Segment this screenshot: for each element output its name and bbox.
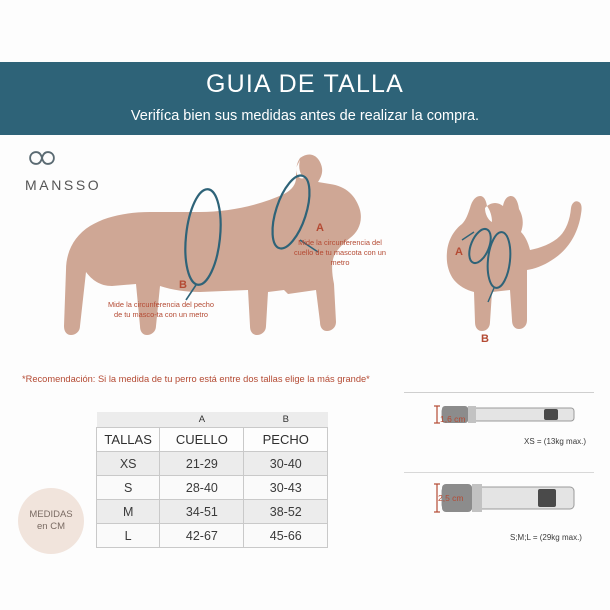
collar-xs-caption: XS = (13kg max.) (524, 437, 587, 446)
units-badge-line1: MEDIDAS (29, 509, 73, 521)
collar-sml-width-label: 2,5 cm (438, 493, 464, 503)
table-header-row (97, 428, 328, 452)
table-subheader-row (97, 412, 328, 428)
page-title: GUIA DE TALLA (205, 70, 405, 98)
cat-silhouette (447, 196, 582, 331)
brand-name: MANSSO (25, 177, 102, 193)
cat-label-b: B (481, 333, 489, 345)
recommendation-text: *Recomendación: Si la medida de tu perro está entre dos tallas elige la más grande* (22, 374, 370, 384)
header-tallas: TALLAS (97, 428, 160, 452)
subheader-a: A (160, 412, 244, 428)
note-neck-measure: Mide la circunferencia del cuello de tu mascota con un metro (293, 238, 387, 267)
units-badge-line2: en CM (37, 521, 65, 532)
cell-size: M (97, 500, 160, 524)
header-banner (0, 62, 610, 135)
units-badge (18, 488, 84, 554)
collar-xs-width-label: 1,6 cm (440, 414, 466, 424)
header-pecho: PECHO (244, 428, 328, 452)
size-table (96, 412, 328, 548)
cell-cuello: 34-51 (160, 500, 244, 524)
cat-label-a: A (455, 246, 463, 258)
subheader-blank (97, 412, 160, 428)
note-chest-measure: Mide la circunferencia del pecho de tu masco-ta con un metro (108, 300, 214, 319)
table-row (97, 452, 328, 476)
cell-pecho: 38-52 (244, 500, 328, 524)
table-row (97, 500, 328, 524)
cell-size: S (97, 476, 160, 500)
dog-label-a: A (316, 222, 324, 234)
cell-pecho: 30-40 (244, 452, 328, 476)
cell-cuello: 42-67 (160, 524, 244, 548)
table-row (97, 524, 328, 548)
collar-sml-caption: S;M;L = (29kg max.) (510, 533, 582, 542)
cell-pecho: 30-43 (244, 476, 328, 500)
cell-cuello: 28-40 (160, 476, 244, 500)
header-cuello: CUELLO (160, 428, 244, 452)
cell-size: XS (97, 452, 160, 476)
cell-pecho: 45-66 (244, 524, 328, 548)
size-table-wrap (96, 412, 328, 548)
subheader-b: B (244, 412, 328, 428)
cell-cuello: 21-29 (160, 452, 244, 476)
table-row (97, 476, 328, 500)
page-subtitle: Verifíca bien sus medidas antes de realizar la compra. (130, 108, 480, 124)
dog-label-b: B (179, 279, 187, 291)
cell-size: L (97, 524, 160, 548)
